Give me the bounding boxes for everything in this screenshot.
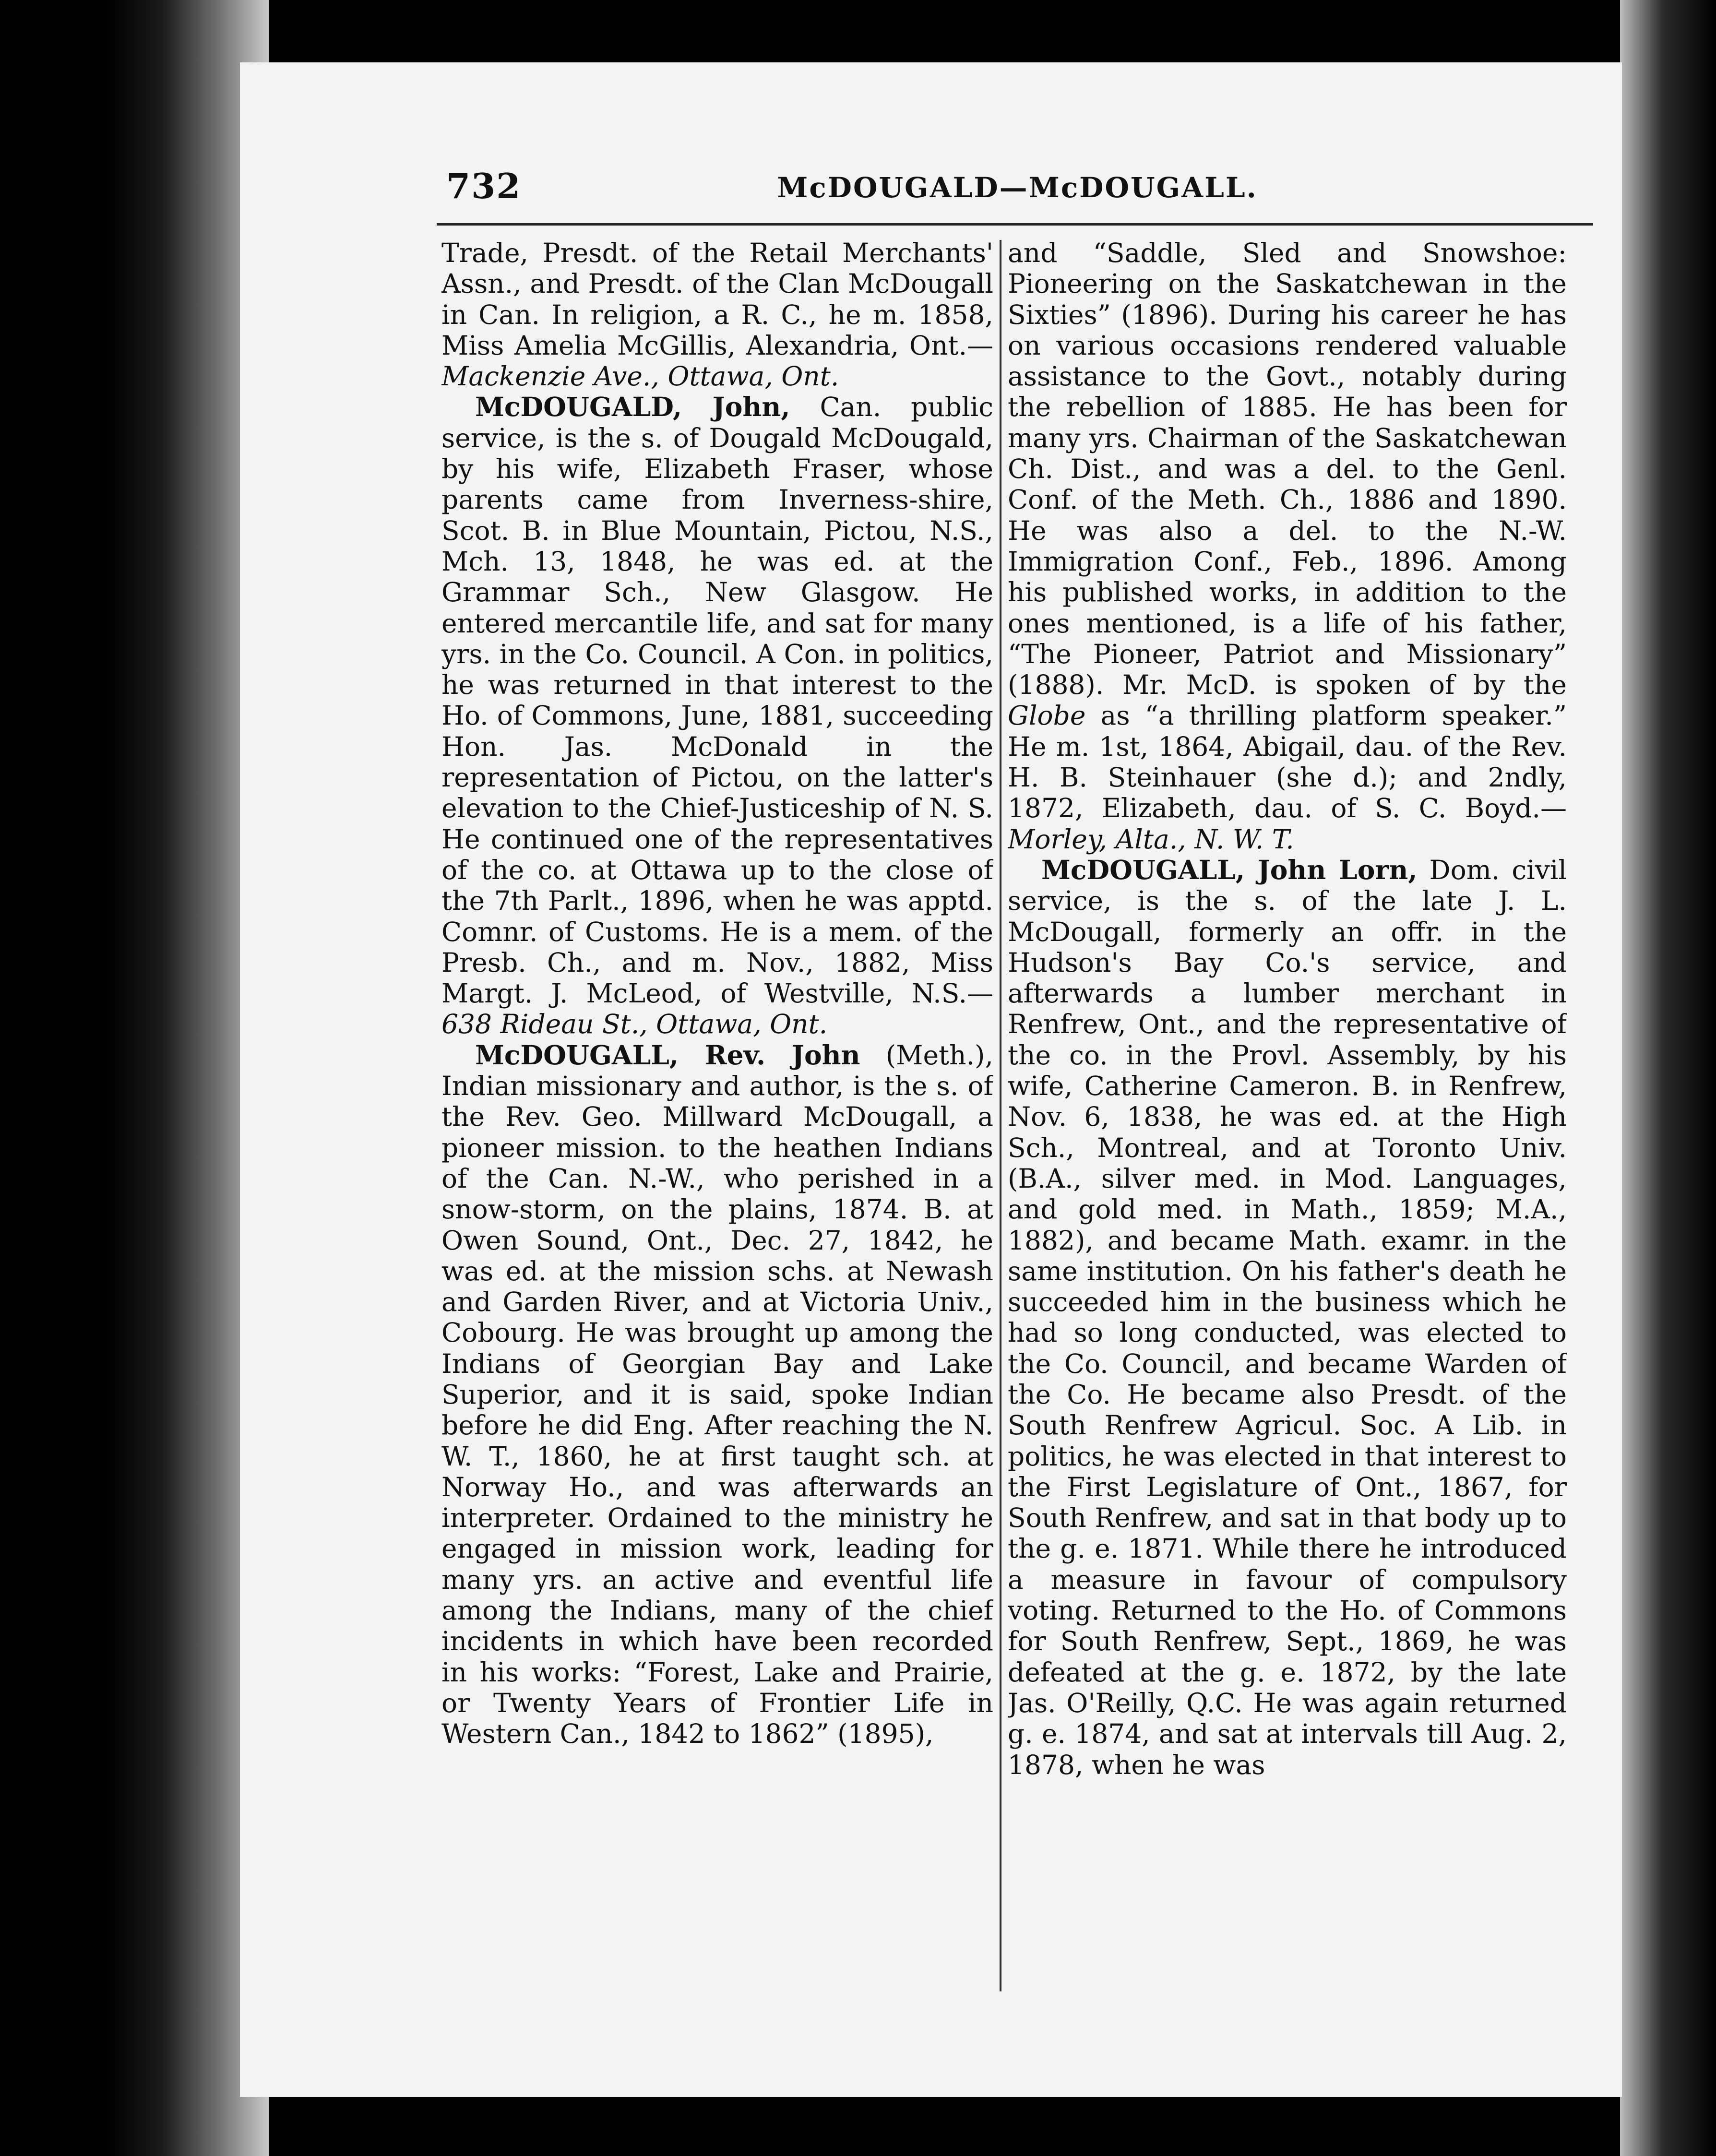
entry-text: Can. public service, is the s. of Dougald McDougald, by his wife, Elizabeth Fraser, whose parents came from Inverness-shire, Scot. B. in Blue Mountain, Pictou, N.S., Mch. 13, 1848, he was ed. at the Grammar Sch., New Glasgow. He entered mercantile life, and sat for many yrs. in the Co. Council. A Con. in politics, he was returned in that interest to the Ho. of Commons, June, 1881, succeeding Hon. Jas. McDonald in the representation of Pictou, on the latter's elevation to the Chief-Justiceship of N. S. He continued one of the representatives of the co. at Ottawa up to the close of the 7th Parlt., 1896, when he was apptd. Comnr. of Customs. He is a mem. of the Presb. Ch., and m. Nov., 1882, Miss Margt. J. McLeod, of Westville, N.S.— xyxy=(441,392,993,1009)
entry-address: Morley, Alta., N. W. T. xyxy=(1008,823,1294,855)
entry-text: Dom. civil service, is the s. of the late J. L. McDougall, formerly an offr. in the Hudson's Bay Co.'s service, and afterwards a lumber merchant in Renfrew, Ont., and the representative of the co. in the Provl. Assembly, by his wife, Catherine Cameron. B. in Renfrew, Nov. 6, 1838, he was ed. at the High Sch., Montreal, and at Toronto Univ. (B.A., silver med. in Mod. Languages, and gold med. in Math., 1859; M.A., 1882), and became Math. examr. in the same institution. On his father's death he succeeded him in the business which he had so long conducted, was elected to the Co. Council, and became Warden of the Co. He became also Presdt. of the South Renfrew Agricul. Soc. A Lib. in politics, he was elected in that interest to the First Legislature of Ont., 1867, for South Renfrew, and sat in that body up to the g. e. 1871. While there he introduced a measure in favour of compulsory voting. Returned to the Ho. of Commons for South Renfrew, Sept., 1869, he was defeated at the g. e. 1872, by the late Jas. O'Reilly, Q.C. He was again returned g. e. 1874, and sat at intervals till Aug. 2, 1878, when he was xyxy=(1008,854,1567,1780)
entry-name: McDOUGALD, John, xyxy=(475,391,790,423)
page-number: 732 xyxy=(446,166,522,206)
entry-mcdougall-john-lorn xyxy=(1008,855,1567,1780)
right-column xyxy=(1008,238,1567,1994)
column-divider xyxy=(1000,240,1001,1991)
entry-name: McDOUGALL, Rev. John xyxy=(475,1039,860,1071)
newspaper-title: Globe xyxy=(1008,700,1086,731)
continued-entry xyxy=(1008,238,1567,855)
entry-mcdougall-rev-john xyxy=(441,1040,993,1750)
scan-edge-left xyxy=(0,0,269,2156)
entry-address: 638 Rideau St., Ottawa, Ont. xyxy=(441,1009,828,1040)
running-title: McDOUGALD—McDOUGALL. xyxy=(777,171,1258,204)
book-page xyxy=(240,62,1622,2097)
entry-text: Trade, Presdt. of the Retail Merchants' Assn., and Presdt. of the Clan McDougall in Can. In religion, a R. C., he m. 1858, Miss Amelia McGillis, Alexandria, Ont.— xyxy=(441,238,993,361)
entry-text: (Meth.), Indian missionary and author, is the s. of the Rev. Geo. Millward McDougall, a pioneer mission. to the heathen Indians of the Can. N.-W., who perished in a snow-storm, on the plains, 1874. B. at Owen Sound, Ont., Dec. 27, 1842, he was ed. at the mission schs. at Newash and Garden River, and at Victoria Univ., Cobourg. He was brought up among the Indians of Georgian Bay and Lake Superior, and it is said, spoke Indian before he did Eng. After reaching the N. W. T., 1860, he at first taught sch. at Norway Ho., and was afterwards an interpreter. Ordained to the ministry he engaged in mission work, leading for many yrs. an active and eventful life among the Indians, many of the chief incidents in which have been recorded in his works: “Forest, Lake and Prairie, or Twenty Years of Frontier Life in Western Can., 1842 to 1862” (1895), xyxy=(441,1039,993,1750)
continued-entry xyxy=(441,238,993,392)
header-rule xyxy=(437,223,1593,226)
entry-text-cont: as “a thrilling platform speaker.” He m. 1st, 1864, Abigail, dau. of the Rev. H. B. Steinhauer (she d.); and 2ndly, 1872, Elizabeth, dau. of S. C. Boyd.— xyxy=(1008,700,1567,824)
page-header xyxy=(446,166,1588,218)
left-column xyxy=(441,238,993,1994)
entry-text: and “Saddle, Sled and Snowshoe: Pioneering on the Saskatchewan in the Sixties” (1896). During his career he has on various occasions rendered valuable assistance to the Govt., notably during the rebellion of 1885. He has been for many yrs. Chairman of the Saskatchewan Ch. Dist., and was a del. to the Genl. Conf. of the Meth. Ch., 1886 and 1890. He was also a del. to the N.-W. Immigration Conf., Feb., 1896. Among his published works, in addition to the ones mentioned, is a life of his father, “The Pioneer, Patriot and Missionary” (1888). Mr. McD. is spoken of by the xyxy=(1008,238,1567,701)
entry-mcdougald-john xyxy=(441,392,993,1039)
entry-name: McDOUGALL, John Lorn, xyxy=(1041,854,1418,885)
scan-edge-right xyxy=(1620,0,1716,2156)
entry-address: Mackenzie Ave., Ottawa, Ont. xyxy=(441,361,839,392)
